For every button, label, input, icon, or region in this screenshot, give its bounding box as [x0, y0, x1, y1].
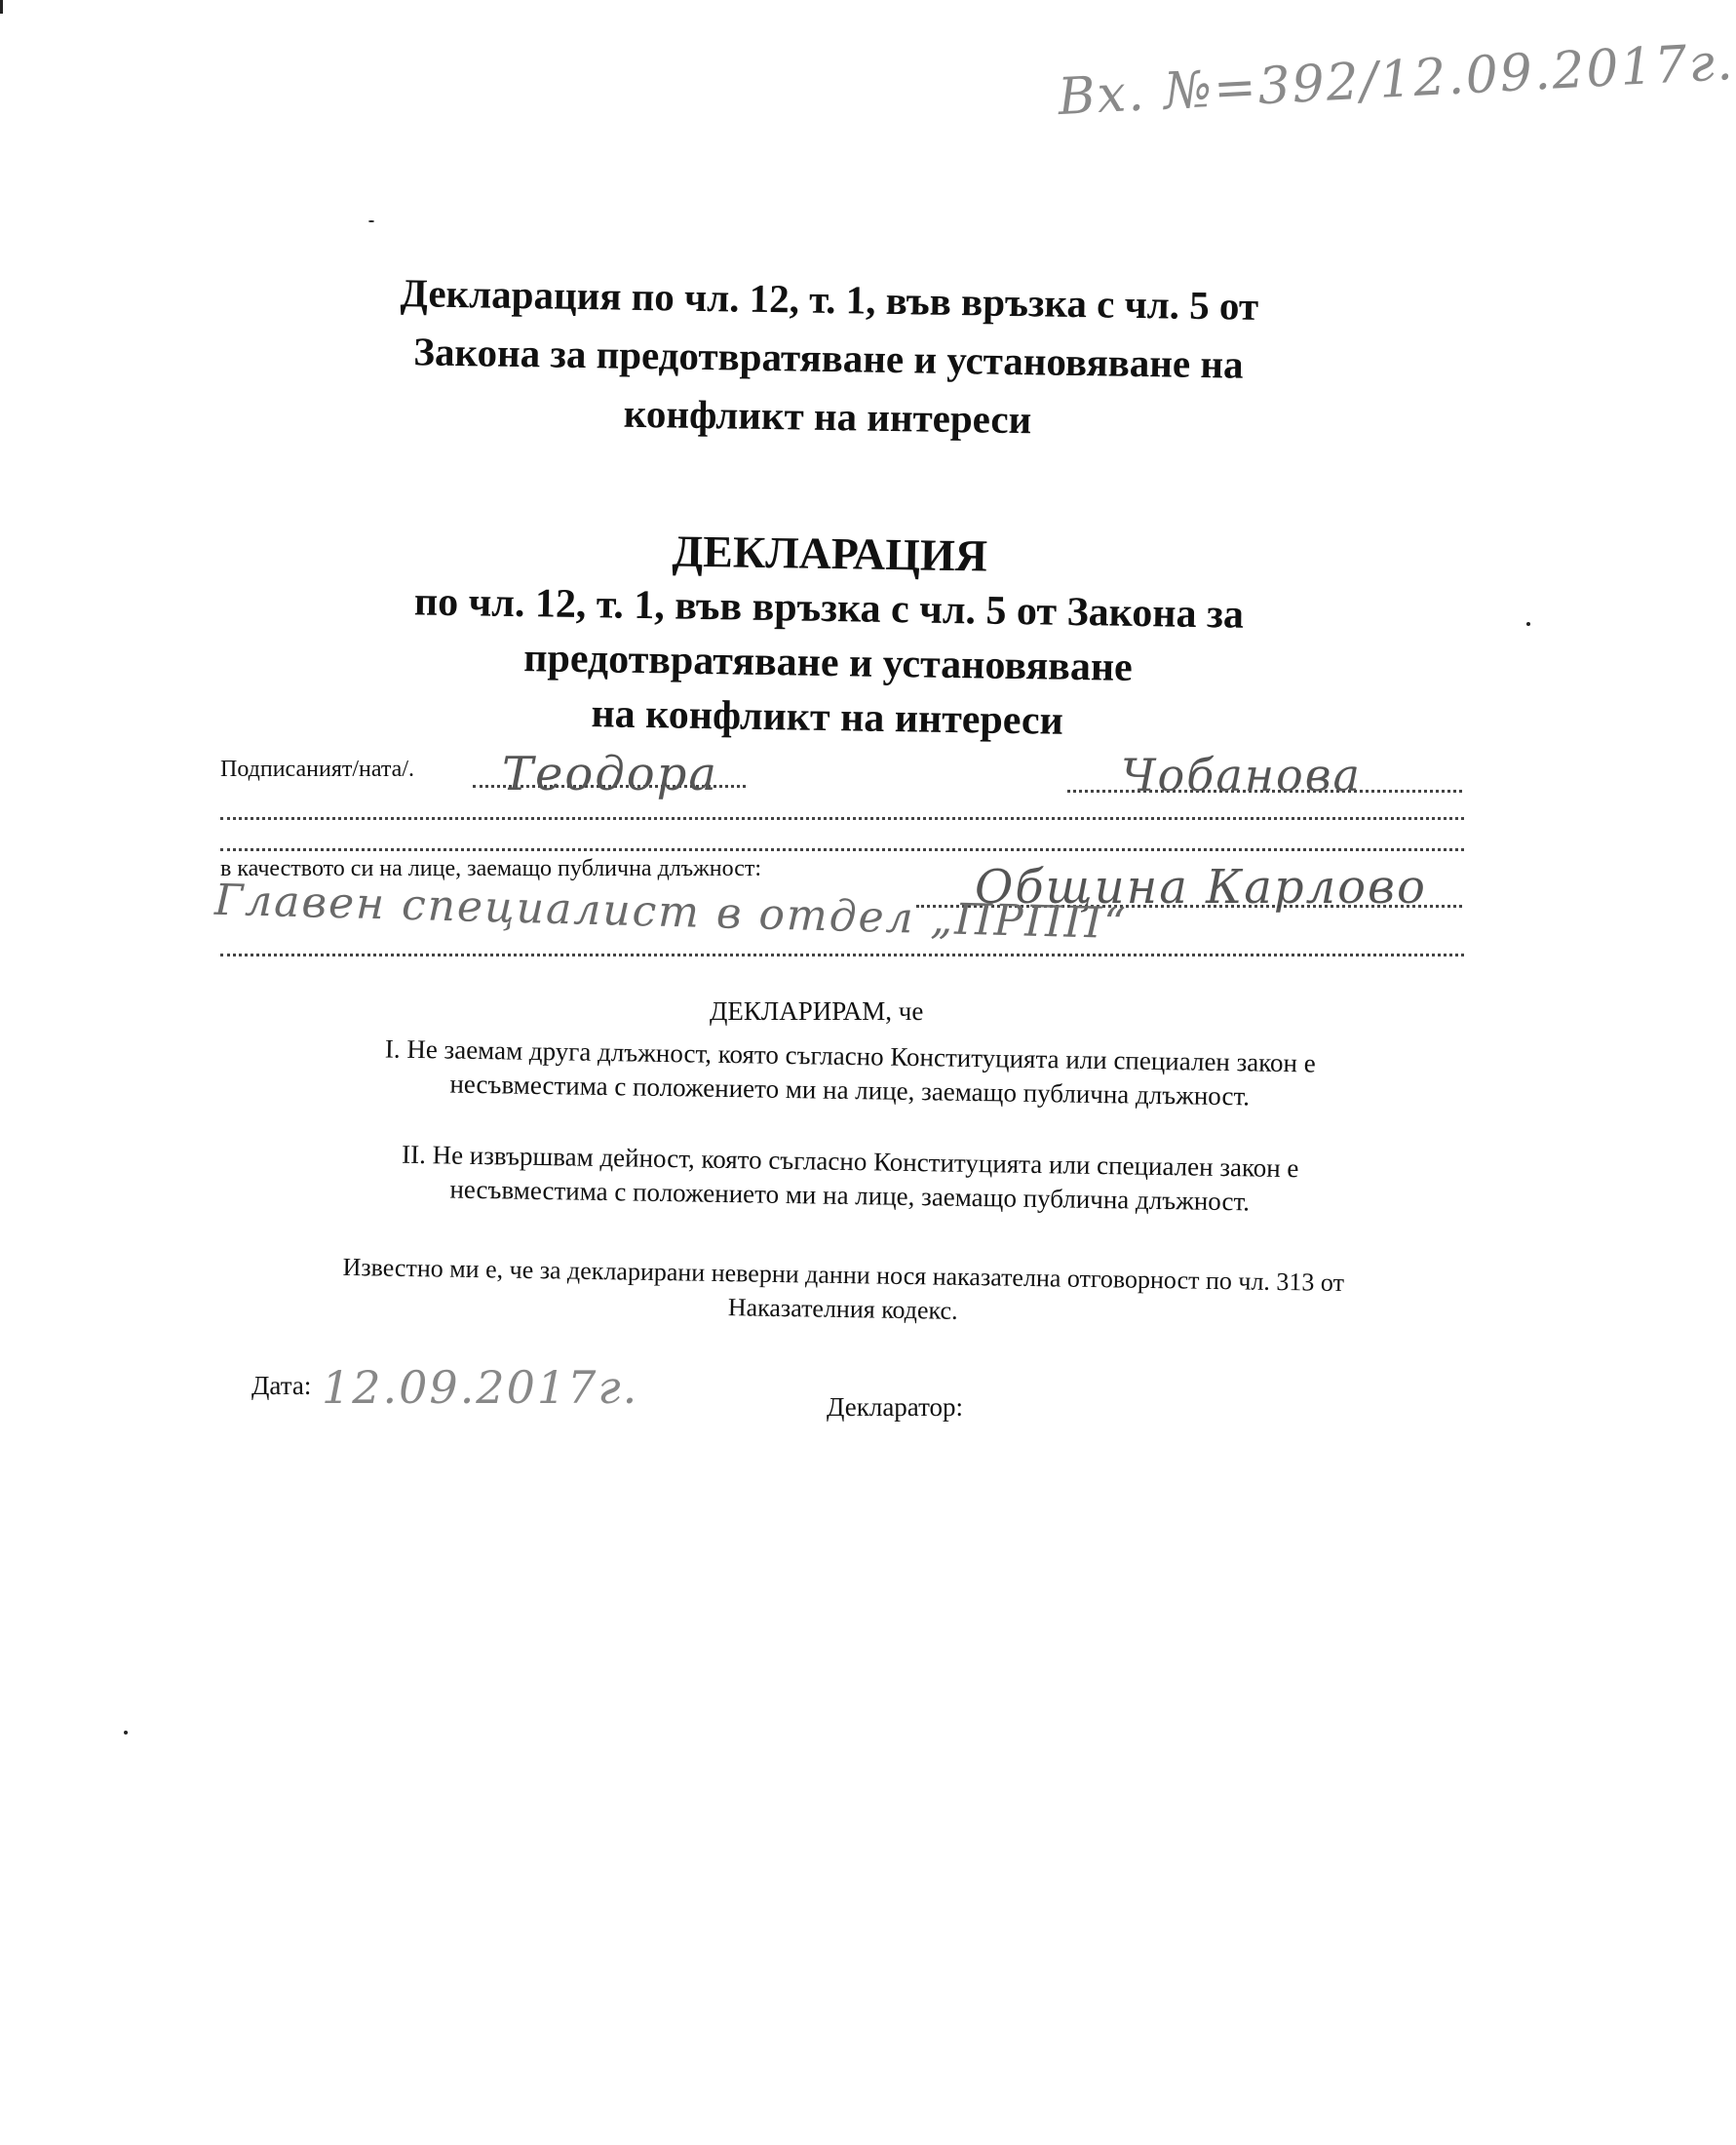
signatory-last-name: Чобанова	[1121, 749, 1362, 801]
date-value: 12.09.2017г.	[322, 1361, 639, 1414]
dotted-line	[220, 817, 1464, 820]
item-line: несъвместима с положението ми на лице, заемащо публична длъжност.	[449, 1069, 1251, 1112]
heading-line: на конфликт на интереси	[591, 691, 1064, 744]
date-label: Дата:	[251, 1371, 312, 1400]
title-line: конфликт на интереси	[623, 390, 1032, 443]
declare-text: ДЕКЛАРИРАМ, че	[710, 996, 924, 1026]
registration-note: Вх. №=392/12.09.2017г.	[1056, 32, 1736, 128]
signatory-first-name: Теодора	[502, 747, 718, 801]
document-title	[0, 257, 1658, 459]
item-line: II. Не извършвам дейност, която съгласно Конституцията или специален закон е	[401, 1139, 1299, 1184]
scan-speck	[0, 0, 3, 14]
position-title: Главен специалист в отдел „ПРПП“	[213, 875, 1129, 950]
position-label: в качеството си на лице, заемащо публична длъжност:	[220, 856, 762, 881]
declaration-item	[216, 1135, 1485, 1223]
declarator-label: Декларатор:	[827, 1392, 964, 1422]
item-line: I. Не заемам друга длъжност, която съгласно Конституцията или специален закон е	[384, 1034, 1316, 1078]
liability-line: Наказателния кодекс.	[727, 1293, 958, 1325]
heading-line: предотвратяване и установяване	[523, 636, 1134, 690]
position-org: Община Карлово	[975, 860, 1427, 915]
title-line: Декларация по чл. 12, т. 1, във връзка с чл. 5 от	[400, 270, 1259, 329]
heading-line: по чл. 12, т. 1, във връзка с чл. 5 от Закона за	[413, 579, 1245, 638]
dotted-line	[220, 848, 1464, 851]
declaration-item	[216, 1030, 1485, 1117]
liability-line: Известно ми е, че за декларирани неверни данни нося наказателна отговорност по чл. 313 от	[342, 1252, 1345, 1298]
signatory-label: Подписаният/ната/.	[220, 757, 414, 782]
heading: ДЕКЛАРАЦИЯ	[672, 526, 988, 581]
scan-speck	[368, 220, 374, 222]
dotted-line	[220, 954, 1464, 956]
declaration-heading	[0, 514, 1659, 759]
item-line: несъвместима с положението ми на лице, заемащо публична длъжност.	[449, 1174, 1251, 1217]
title-line: Закона за предотвратяване и установяване на	[413, 329, 1244, 387]
liability-statement	[195, 1248, 1492, 1337]
scan-speck	[124, 1731, 128, 1735]
